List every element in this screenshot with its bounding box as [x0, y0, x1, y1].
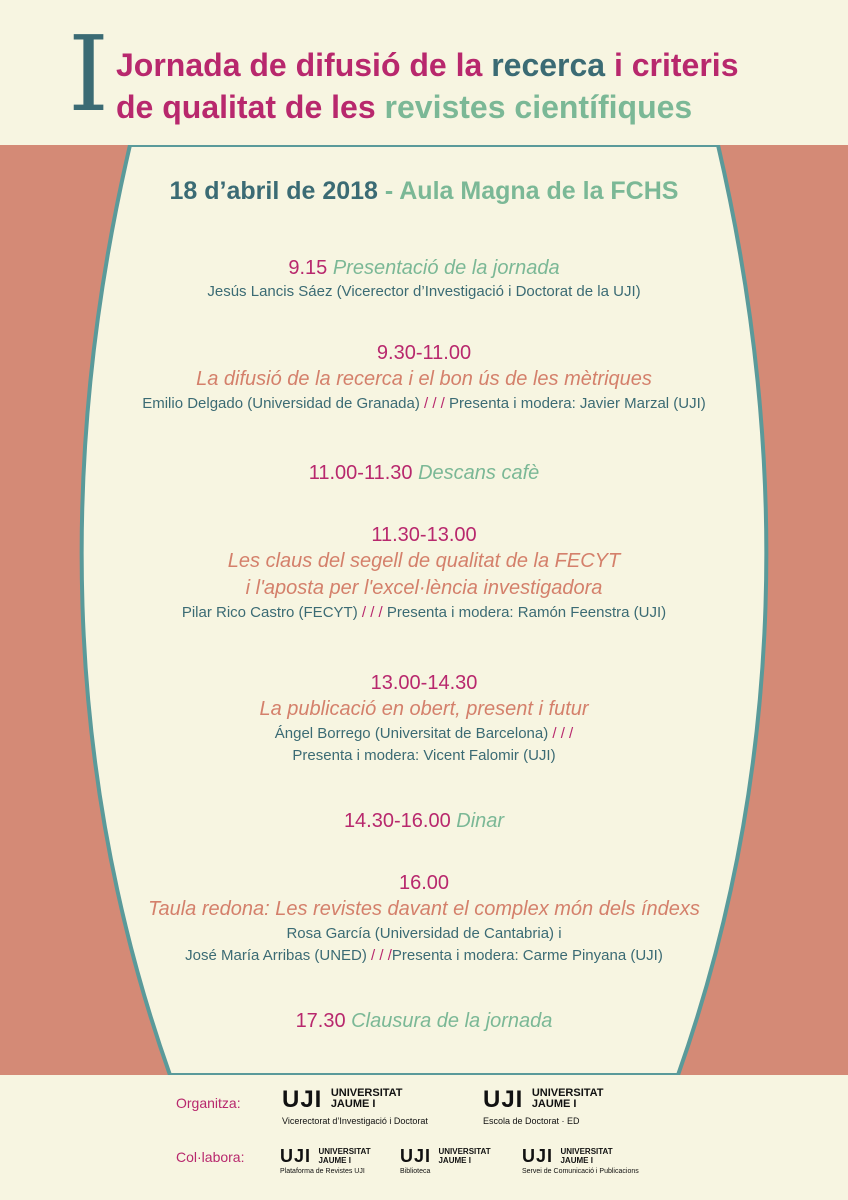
session-title: Dinar	[450, 810, 505, 832]
session-2	[90, 340, 758, 415]
program	[90, 175, 758, 1032]
uji-logo-vicerectorat	[282, 1088, 428, 1126]
logo-name-line: JAUME I	[330, 1098, 376, 1110]
logo-subtitle: Escola de Doctorat · ED	[483, 1116, 580, 1126]
uji-logo-biblioteca	[400, 1147, 491, 1175]
uji-logo-plataforma-revistes	[280, 1147, 371, 1175]
logo-name-line: UNIVERSITAT	[531, 1087, 604, 1099]
session-3	[90, 460, 758, 486]
session-time: 11.30-13.00	[371, 524, 477, 546]
session-title-line-1: Les claus del segell de qualitat de la FECYT	[227, 550, 621, 572]
logo-name-line: JAUME I	[560, 1156, 593, 1165]
title-text: i criteris	[605, 47, 739, 83]
logo-name-line: UNIVERSITAT	[438, 1147, 491, 1156]
moderator: Presenta i modera: Javier Marzal (UJI)	[444, 395, 706, 412]
logo-subtitle: Plataforma de Revistes UJI	[280, 1168, 365, 1175]
title-text: de qualitat de les	[116, 89, 385, 125]
uji-logo-name	[331, 1088, 403, 1110]
logo-name-line: JAUME I	[438, 1156, 471, 1165]
title-text: revistes científiques	[384, 89, 693, 125]
session-8	[90, 1008, 758, 1034]
uji-logo-mark: UJI	[522, 1146, 554, 1166]
title-text: Jornada de difusió de la	[116, 47, 492, 83]
uji-logo-name	[560, 1147, 612, 1165]
moderator: Presenta i modera: Ramón Feenstra (UJI)	[382, 604, 667, 621]
uji-logo-mark: UJI	[483, 1086, 524, 1113]
logo-name-line: JAUME I	[318, 1156, 351, 1165]
event-date-place	[90, 175, 758, 207]
session-5	[90, 670, 758, 767]
session-title: Presentació de la jornada	[327, 257, 560, 279]
session-7	[90, 870, 758, 967]
session-speaker: Jesús Lancis Sáez (Vicerector d’Investigació i Doctorat de la UJI)	[207, 283, 641, 300]
logo-name-line: UNIVERSITAT	[318, 1147, 371, 1156]
session-4	[90, 522, 758, 624]
session-time: 9.15	[288, 257, 328, 279]
moderator: Presenta i modera: Carme Pinyana (UJI)	[391, 947, 663, 964]
footer	[0, 1075, 848, 1200]
speaker: Emilio Delgado (Universidad de Granada)	[142, 395, 425, 412]
uji-logo-name	[532, 1088, 604, 1110]
organitza-label: Organitza:	[176, 1095, 241, 1111]
session-6	[90, 808, 758, 834]
logo-name-line: UNIVERSITAT	[330, 1087, 403, 1099]
speaker: José María Arribas (UNED)	[185, 947, 372, 964]
logo-subtitle: Servei de Comunicació i Publicacions	[522, 1168, 639, 1175]
session-moderator: Presenta i modera: Vicent Falomir (UJI)	[292, 747, 556, 764]
session-time: 13.00-14.30	[370, 672, 478, 694]
session-title: La publicació en obert, present i futur	[259, 698, 589, 720]
header	[0, 0, 848, 145]
event-place: - Aula Magna de la FCHS	[377, 177, 679, 205]
session-speakers	[90, 602, 758, 624]
separator: / / /	[552, 725, 574, 742]
session-title: Taula redona: Les revistes davant el complex món dels índexs	[148, 898, 700, 920]
separator: / / /	[371, 947, 392, 964]
uji-logo-mark: UJI	[282, 1086, 323, 1113]
title-text: recerca	[491, 47, 606, 83]
logo-subtitle: Vicerectorat d’Investigació i Doctorat	[282, 1116, 428, 1126]
separator: / / /	[424, 395, 445, 412]
session-time: 16.00	[398, 872, 450, 894]
uji-logo-escola-doctorat	[483, 1088, 604, 1126]
session-title-line-2: i l'aposta per l'excel·lència investigadora	[245, 577, 603, 599]
logo-subtitle: Biblioteca	[400, 1168, 431, 1175]
logo-name-line: JAUME I	[531, 1098, 577, 1110]
title-line-2	[116, 88, 692, 126]
speaker: Ángel Borrego (Universitat de Barcelona)	[274, 725, 553, 742]
session-1	[90, 255, 758, 303]
session-title: La difusió de la recerca i el bon ús de les mètriques	[196, 368, 652, 390]
speaker: Pilar Rico Castro (FECYT)	[181, 604, 362, 621]
session-time: 17.30	[295, 1010, 346, 1032]
event-date: 18 d’abril de 2018	[169, 177, 378, 205]
session-time: 11.00-11.30	[308, 462, 413, 484]
collabora-label: Col·labora:	[176, 1149, 245, 1165]
session-speaker-1: Rosa García (Universidad de Cantabria) i	[286, 925, 562, 942]
uji-logo-mark: UJI	[280, 1146, 312, 1166]
session-time: 9.30-11.00	[376, 342, 472, 364]
uji-logo-name	[318, 1147, 370, 1165]
uji-logo-mark: UJI	[400, 1146, 432, 1166]
separator: / / /	[361, 604, 383, 621]
session-speakers	[90, 393, 758, 415]
uji-logo-servei-comunicacio	[522, 1147, 639, 1175]
session-title: Clausura de la jornada	[345, 1010, 553, 1032]
session-title: Descans cafè	[412, 462, 540, 484]
uji-logo-name	[438, 1147, 490, 1165]
logo-name-line: UNIVERSITAT	[560, 1147, 613, 1156]
session-speakers	[90, 723, 758, 745]
session-speakers	[90, 945, 758, 967]
session-time: 14.30-16.00	[343, 810, 451, 832]
roman-numeral: I	[68, 13, 110, 135]
title-line-1	[116, 46, 738, 84]
